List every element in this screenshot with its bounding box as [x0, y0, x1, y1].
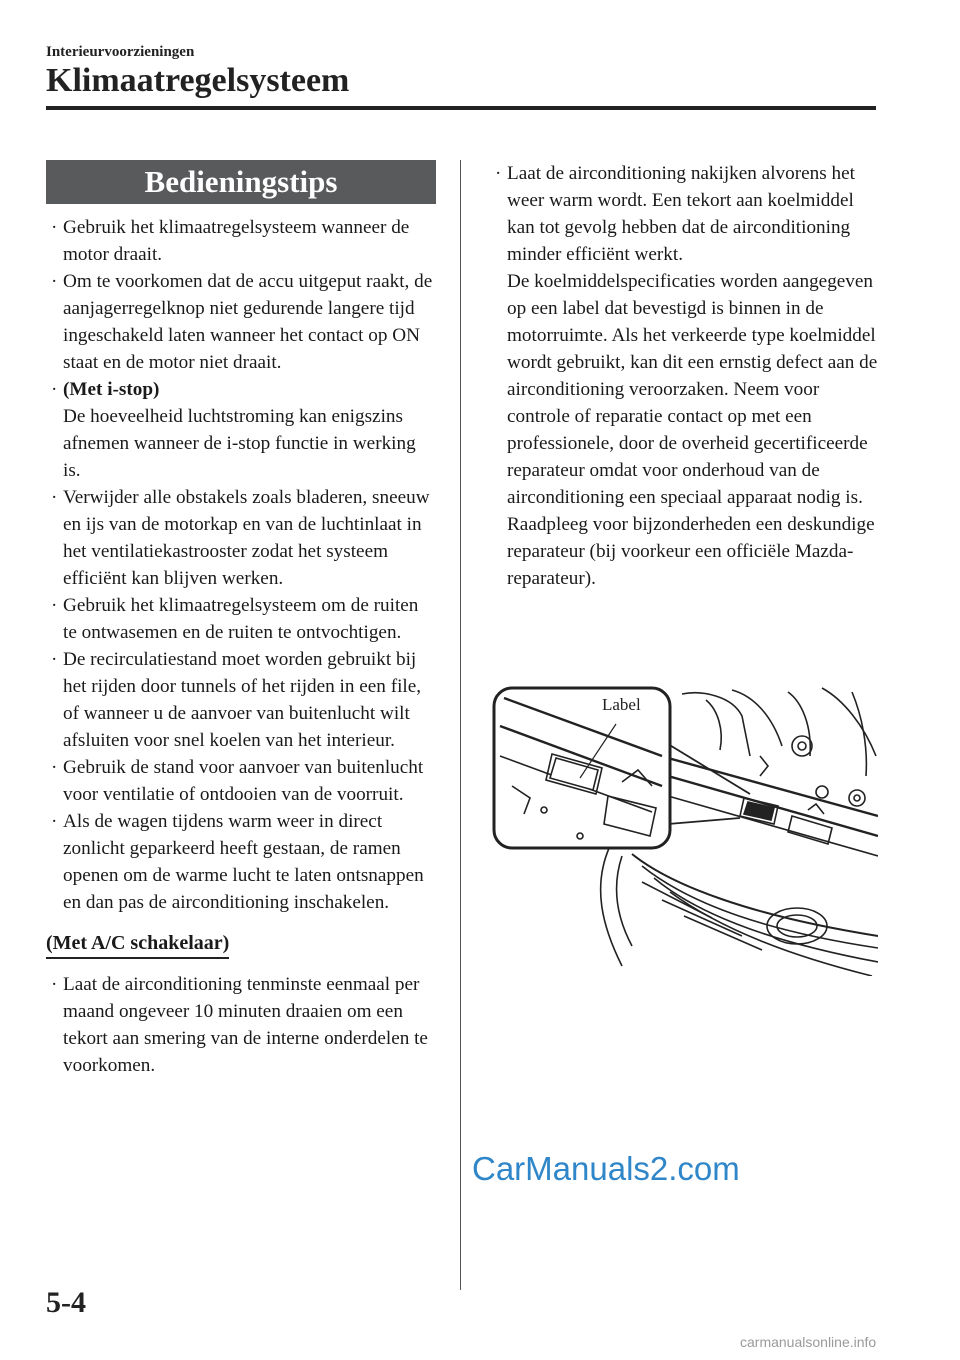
list-item-text: De recirculatiestand moet worden gebruikt bij het rijden door tunnels of het rijden in een file, of wanneer u de aanvoer van buitenlucht wilt afsluiten voor snel koelen van het interieur.: [63, 649, 422, 751]
footer-site: carmanualsonline.info: [740, 1334, 877, 1350]
bullet-icon: ·: [51, 487, 58, 508]
page-title: Klimaatregelsysteem: [46, 62, 350, 99]
page-number: 5-4: [46, 1286, 86, 1319]
list-item-title: (Met i-stop): [63, 379, 160, 400]
bullet-icon: ·: [51, 271, 58, 292]
watermark-text: CarManuals2.com: [472, 1150, 740, 1187]
list-item-text: Gebruik het klimaatregelsysteem wanneer de motor draait.: [63, 217, 410, 265]
engine-compartment-illustration: [492, 686, 878, 976]
consult-paragraph: Raadpleeg voor bijzonderheden een deskundige reparateur (bij voorkeur een officiële Mazda-reparateur).: [507, 514, 875, 589]
bullet-icon: ·: [51, 974, 58, 995]
list-item: [46, 646, 436, 754]
bullet-icon: ·: [51, 757, 58, 778]
list-item: [46, 754, 436, 808]
bullet-icon: ·: [51, 649, 58, 670]
list-item: [46, 971, 436, 1079]
service-list: [490, 160, 882, 592]
left-column: [46, 160, 436, 1079]
header-rule: [46, 106, 876, 110]
tips-list: [46, 214, 436, 916]
bullet-icon: ·: [51, 379, 58, 400]
list-item-text: Laat de airconditioning nakijken alvorens het weer warm wordt. Een tekort aan koelmiddel kan tot gevolg hebben dat de airconditioning minder efficiënt werkt.: [507, 163, 855, 265]
bullet-icon: ·: [51, 811, 58, 832]
column-divider: [460, 160, 461, 1290]
tips-banner: Bedieningstips: [46, 160, 436, 204]
bullet-icon: ·: [51, 217, 58, 238]
refrigerant-paragraph: De koelmiddelspecificaties worden aangegeven op een label dat bevestigd is binnen in de motorruimte. Als het verkeerde type koelmiddel wordt gebruikt, kan dit een ernstig defect aan de airconditioning veroorzaken. Neem voor controle of reparatie contact op met een professionele, door de overheid gecertificeerde reparateur omdat voor onderhoud van de airconditioning een speciaal apparaat nodig is.: [507, 271, 878, 508]
figure-callout-label: Label: [602, 695, 641, 714]
list-item: [46, 376, 436, 484]
watermark: [462, 1140, 774, 1204]
list-item-text: Gebruik het klimaatregelsysteem om de ruiten te ontwasemen en de ruiten te ontvochtigen.: [63, 595, 419, 643]
bullet-icon: ·: [495, 163, 502, 184]
list-item-text: Verwijder alle obstakels zoals bladeren, sneeuw en ijs van de motorkap en van de luchtinlaat in het ventilatiekastrooster zodat het systeem efficiënt kan blijven werken.: [63, 487, 430, 589]
list-item: [46, 808, 436, 916]
list-item-text: De hoeveelheid luchtstroming kan enigszins afnemen wanneer de i-stop functie in werking is.: [63, 406, 416, 481]
list-item-text: Gebruik de stand voor aanvoer van buitenlucht voor ventilatie of ontdooien van de voorruit.: [63, 757, 424, 805]
list-item: [46, 214, 436, 268]
list-item-text: Om te voorkomen dat de accu uitgeput raakt, de aanjagerregelknop niet gedurende langere tijd ingeschakeld laten wanneer het contact op ON staat en de motor niet draait.: [63, 271, 433, 373]
section-label: Interieurvoorzieningen: [46, 44, 195, 60]
list-item: [46, 592, 436, 646]
list-item-text: Als de wagen tijdens warm weer in direct zonlicht geparkeerd heeft gestaan, de ramen openen om de warme lucht te laten ontsnappen en dan pas de airconditioning inschakelen.: [63, 811, 424, 913]
ac-list: [46, 971, 436, 1079]
engine-illustration-svg: [492, 686, 878, 976]
list-item: [490, 160, 882, 592]
right-column: [490, 160, 882, 592]
list-item: [46, 484, 436, 592]
list-item: [46, 268, 436, 376]
subheading-ac-switch: (Met A/C schakelaar): [46, 930, 229, 959]
list-item-text: Laat de airconditioning tenminste eenmaal per maand ongeveer 10 minuten draaien om een tekort aan smering van de interne onderdelen te voorkomen.: [63, 974, 428, 1076]
bullet-icon: ·: [51, 595, 58, 616]
